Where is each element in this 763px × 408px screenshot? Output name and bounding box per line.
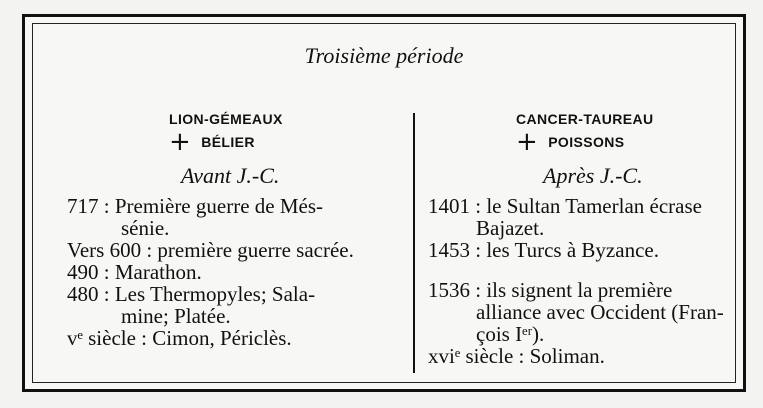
left-sign-primary: LION-GÉMEAUX (169, 111, 283, 127)
list-item: 1536 : ils signent la première alliance avec Occident (Fran- çois Iᵉʳ). (428, 278, 724, 346)
list-item: 1401 : le Sultan Tamerlan écrase Bajazet. (428, 194, 702, 240)
list-item: xviᵉ siècle : Soliman. (428, 344, 605, 368)
right-entries (428, 195, 728, 367)
document-box (22, 14, 746, 392)
column-divider (413, 113, 415, 373)
list-item: 1453 : les Turcs à Byzance. (428, 238, 659, 262)
plus-icon: + (516, 127, 539, 157)
plus-icon: + (169, 127, 192, 157)
list-item: 490 : Marathon. (67, 260, 202, 284)
left-era: Avant J.-C. (181, 163, 280, 188)
list-item: Vers 600 : première guerre sacrée. (67, 238, 354, 262)
right-sign-primary: CANCER-TAUREAU (516, 111, 654, 127)
right-era: Après J.-C. (543, 163, 643, 188)
right-sign-secondary: POISSONS (548, 134, 625, 150)
list-item: 480 : Les Thermopyles; Sala- mine; Platée. (67, 282, 316, 328)
period-title: Troisième période (304, 43, 464, 68)
spacer (428, 261, 728, 279)
left-sign-secondary: BÉLIER (201, 134, 255, 150)
left-entries (67, 195, 397, 349)
right-sign-secondary-line (516, 127, 625, 157)
left-sign-secondary-line (169, 127, 255, 157)
list-item: 717 : Première guerre de Més- sénie. (67, 194, 323, 240)
list-item: vᵉ siècle : Cimon, Périclès. (67, 326, 292, 350)
